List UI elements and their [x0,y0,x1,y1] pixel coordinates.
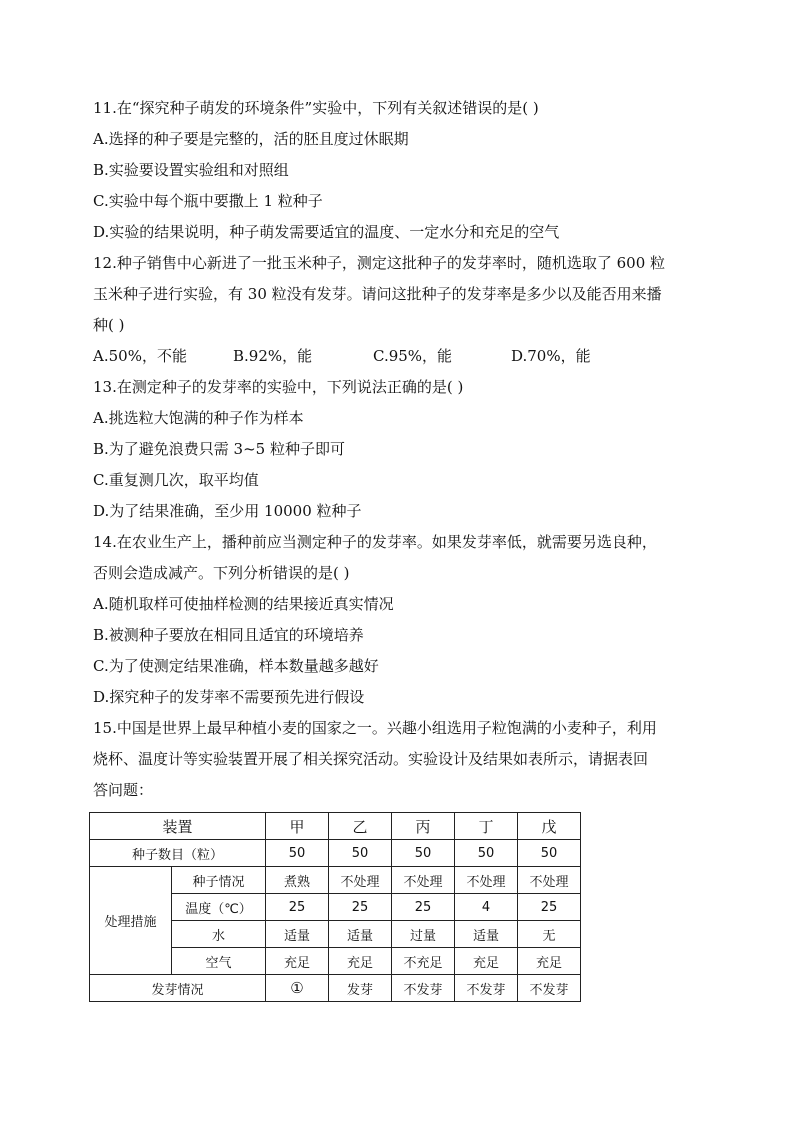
question-12-stem-line-1: 12.种子销售中心新进了一批玉米种子，测定这批种子的发芽率时，随机选取了 600 粒 [93,254,666,272]
table-cell: 不处理 [518,867,581,894]
result-cell: 不发芽 [392,975,455,1002]
table-cell: 25 [518,894,581,921]
result-cell: 不发芽 [455,975,518,1002]
seed-count-cell: 50 [266,840,329,867]
question-14-stem-line-1: 14.在农业生产上，播种前应当测定种子的发芽率。如果发芽率低，就需要另选良种， [93,533,657,551]
question-14-option-c: C.为了使测定结果准确，样本数量越多越好 [93,657,379,675]
treatment-sub-label-cell: 种子情况 [172,867,266,894]
question-12-option-a: A.50%，不能 [93,347,187,365]
seed-count-cell: 50 [455,840,518,867]
device-cell: 甲 [266,813,329,840]
table-cell: 不处理 [455,867,518,894]
table-cell: 煮熟 [266,867,329,894]
table-cell: 充足 [455,948,518,975]
table-cell: 充足 [329,948,392,975]
question-15-stem-line-1: 15.中国是世界上最早种植小麦的国家之一。兴趣小组选用子粒饱满的小麦种子，利用 [93,719,657,737]
table-cell: 适量 [329,921,392,948]
table-row [90,975,581,1002]
treatment-sub-label-cell: 温度（℃） [172,894,266,921]
question-list [93,93,713,806]
table-cell: 不处理 [329,867,392,894]
table-cell: 充足 [518,948,581,975]
question-15-stem-line-2: 烧杯、温度计等实验装置开展了相关探究活动。实验设计及结果如表所示，请据表回 [93,750,649,768]
table-cell: 不充足 [392,948,455,975]
treatment-sub-label-cell: 水 [172,921,266,948]
table-cell: 25 [266,894,329,921]
question-11-option-a: A.选择的种子要是完整的，活的胚且度过休眠期 [93,130,409,148]
device-cell: 戊 [518,813,581,840]
question-13-stem: 13.在测定种子的发芽率的实验中，下列说法正确的是( ) [93,378,464,396]
table-header-row [90,813,581,840]
treatment-label-cell: 处理措施 [90,867,172,975]
question-11-stem: 11.在“探究种子萌发的环境条件”实验中，下列有关叙述错误的是( ) [93,99,539,117]
question-12-options [93,341,713,372]
table-cell: 过量 [392,921,455,948]
table-cell: 无 [518,921,581,948]
table-cell: 25 [392,894,455,921]
experiment-table [89,812,581,1002]
table-cell: 25 [329,894,392,921]
device-cell: 乙 [329,813,392,840]
question-13-option-b: B.为了避免浪费只需 3~5 粒种子即可 [93,440,345,458]
question-14-stem-line-2: 否则会造成减产。下列分析错误的是( ) [93,564,350,582]
table-cell: 不处理 [392,867,455,894]
question-11-option-c: C.实验中每个瓶中要撒上 1 粒种子 [93,192,323,210]
table-row [90,840,581,867]
seed-count-label-cell: 种子数目（粒） [90,840,266,867]
device-cell: 丁 [455,813,518,840]
device-cell: 丙 [392,813,455,840]
question-12-stem-line-3: 种( ) [93,316,125,334]
table-cell: 4 [455,894,518,921]
seed-count-cell: 50 [518,840,581,867]
question-12-option-c: C.95%，能 [373,347,453,365]
question-14-option-a: A.随机取样可使抽样检测的结果接近真实情况 [93,595,394,613]
question-12-option-b: B.92%，能 [233,347,313,365]
seed-count-cell: 50 [329,840,392,867]
question-13-option-d: D.为了结果准确，至少用 10000 粒种子 [93,502,362,520]
result-cell: 不发芽 [518,975,581,1002]
question-12-option-d: D.70%，能 [511,347,591,365]
result-cell: ① [266,975,329,1002]
result-label-cell: 发芽情况 [90,975,266,1002]
question-14-option-d: D.探究种子的发芽率不需要预先进行假设 [93,688,365,706]
table-row [90,867,581,894]
question-12-stem-line-2: 玉米种子进行实验，有 30 粒没有发芽。请问这批种子的发芽率是多少以及能否用来播 [93,285,662,303]
question-11-option-d: D.实验的结果说明，种子萌发需要适宜的温度、一定水分和充足的空气 [93,223,560,241]
question-13-option-a: A.挑选粒大饱满的种子作为样本 [93,409,304,427]
question-13-option-c: C.重复测几次，取平均值 [93,471,259,489]
result-cell: 发芽 [329,975,392,1002]
question-15-stem-line-3: 答问题： [93,781,154,799]
table-cell: 充足 [266,948,329,975]
treatment-sub-label-cell: 空气 [172,948,266,975]
seed-count-cell: 50 [392,840,455,867]
table-cell: 适量 [455,921,518,948]
header-label-cell: 装置 [90,813,266,840]
question-11-option-b: B.实验要设置实验组和对照组 [93,161,289,179]
question-14-option-b: B.被测种子要放在相同且适宜的环境培养 [93,626,364,644]
table-cell: 适量 [266,921,329,948]
